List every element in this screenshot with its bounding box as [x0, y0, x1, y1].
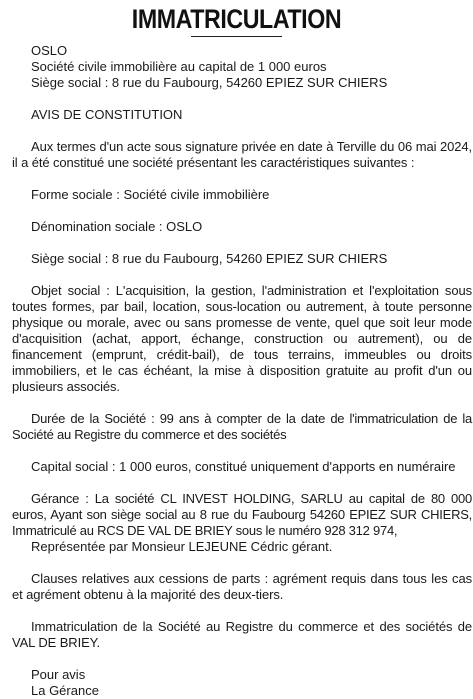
section-heading: AVIS DE CONSTITUTION [31, 107, 183, 122]
paragraph-clauses: Clauses relatives aux cessions de parts : agrément requis dans tous les cas et agrément obtenu à la majorité des deux-tiers. [12, 571, 472, 602]
notice-body [12, 43, 472, 699]
company-head-office: Siège social : 8 rue du Faubourg, 54260 EPIEZ SUR CHIERS [31, 75, 388, 90]
notice-title: IMMATRICULATION [131, 4, 342, 34]
paragraph-siege: Siège social : 8 rue du Faubourg, 54260 EPIEZ SUR CHIERS [31, 251, 388, 266]
paragraph-objet: Objet social : L'acquisition, la gestion, l'administration et l'exploitation sous toutes formes, par bail, location, sous-location ou autrement, à toute personne physique ou morale, avec ou sans promesse de vente, quel que soit leur mode d'acquisition (achat, apport, échange, construction ou autrement), ou de financement (emprunt, crédit-bail), de tous terrains, immeubles ou droits immobiliers, et le cas échéant, la mise à disposition gratuite au profit d'un ou plusieurs associés. [12, 283, 472, 394]
closing-pour-avis: Pour avis [31, 667, 86, 682]
company-type-capital: Société civile immobilière au capital de 1 000 euros [31, 59, 327, 74]
closing-signatory: La Gérance [31, 683, 99, 698]
paragraph-gerance: Gérance : La société CL INVEST HOLDING, SARLU au capital de 80 000 euros, Ayant son siège social au 8 rue du Faubourg 54260 EPIEZ SUR CHIERS, Immatriculé au RCS DE VAL DE BRIEY sous le numéro 928 312 974, [12, 491, 472, 538]
company-name: OSLO [31, 43, 68, 58]
paragraph-duree: Durée de la Société : 99 ans à compter de la date de l'immatriculation de la Société au Registre du commerce et des sociétés [12, 411, 472, 442]
paragraph-forme: Forme sociale : Société civile immobilière [31, 187, 270, 202]
paragraph-immatriculation: Immatriculation de la Société au Registre du commerce et des sociétés de VAL DE BRIEY. [12, 619, 472, 650]
paragraph-denomination: Dénomination sociale : OSLO [31, 219, 203, 234]
paragraph-capital: Capital social : 1 000 euros, constitué uniquement d'apports en numéraire [31, 459, 456, 474]
paragraph-acte: Aux termes d'un acte sous signature privée en date à Terville du 06 mai 2024, il a été constitué une société présentant les caractéristiques suivantes : [12, 139, 472, 170]
title-underline [191, 36, 282, 37]
paragraph-representee: Représentée par Monsieur LEJEUNE Cédric gérant. [31, 539, 333, 554]
